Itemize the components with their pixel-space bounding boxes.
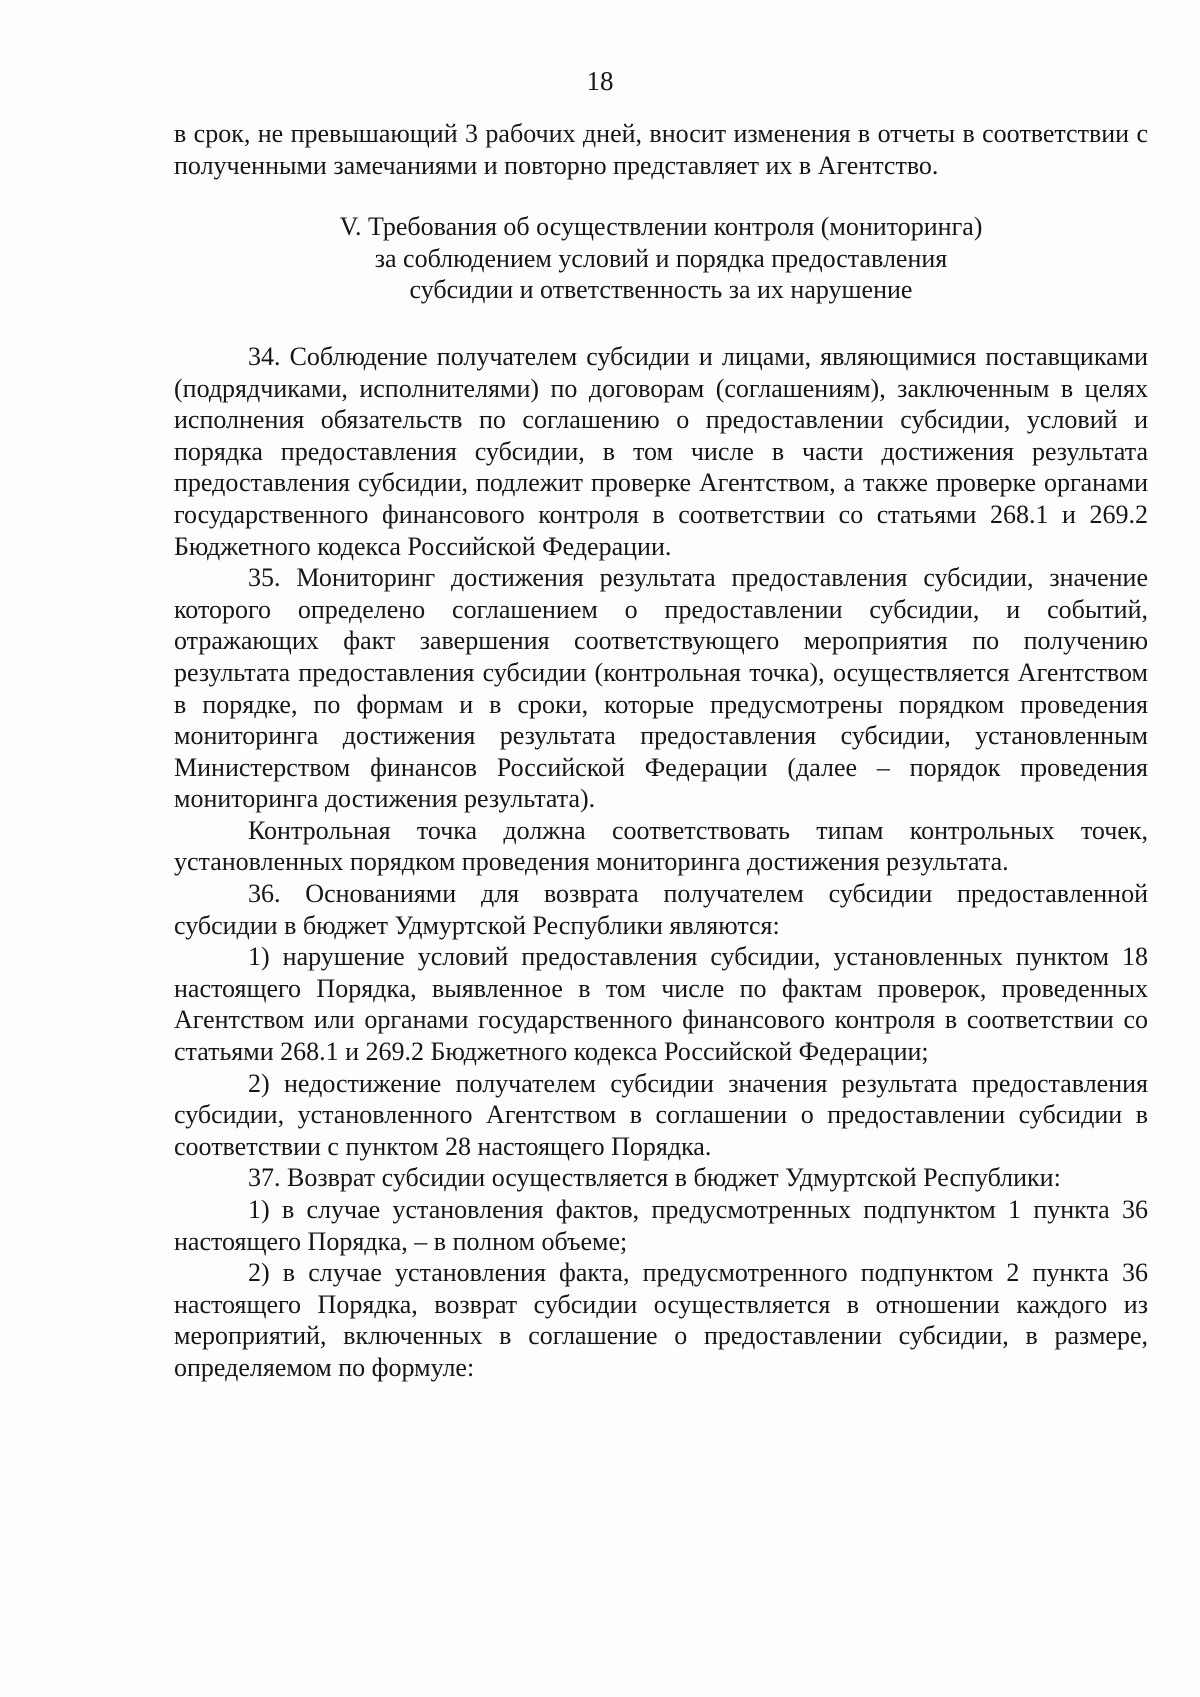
paragraph-36-item-1: 1) нарушение условий предоставления субсидии, установленных пунктом 18 настоящего Порядка, выявленное в том числе по фактам проверок, проведенных Агентством или органами государственного финансового контроля в соответствии со статьями 268.1 и 269.2 Бюджетного кодекса Российской Федерации;	[174, 942, 1148, 1067]
section-heading-line: субсидии и ответственность за их нарушение	[409, 275, 913, 305]
page-number: 18	[586, 66, 614, 96]
paragraph-36: 36. Основаниями для возврата получателем субсидии предоставленной субсидии в бюджет Удмуртской Республики являются:	[174, 879, 1148, 940]
section-heading-line: V. Требования об осуществлении контроля (мониторинга)	[339, 212, 983, 242]
paragraph-37: 37. Возврат субсидии осуществляется в бюджет Удмуртской Республики:	[248, 1163, 1061, 1193]
paragraph-36-item-2: 2) недостижение получателем субсидии значения результата предоставления субсидии, установленного Агентством в соглашении о предоставлении субсидии в соответствии с пунктом 28 настоящего Порядка.	[174, 1068, 1148, 1161]
document-body	[174, 118, 1148, 1384]
paragraph-continuation: в срок, не превышающий 3 рабочих дней, вносит изменения в отчеты в соответствии с полученными замечаниями и повторно представляет их в Агентство.	[174, 119, 1148, 180]
paragraph-34: 34. Соблюдение получателем субсидии и лицами, являющимися поставщиками (подрядчиками, исполнителями) по договорам (соглашениям), заключенным в целях исполнения обязательств по соглашению о предоставлении субсидии, условий и порядка предоставления субсидии, в том числе в части достижения результата предоставления субсидии, подлежит проверке Агентством, а также проверке органами государственного финансового контроля в соответствии со статьями 268.1 и 269.2 Бюджетного кодекса Российской Федерации.	[174, 341, 1148, 561]
paragraph-35-control-point: Контрольная точка должна соответствовать типам контрольных точек, установленных порядком проведения мониторинга достижения результата.	[174, 815, 1148, 877]
section-heading-line: за соблюдением условий и порядка предоставления	[374, 243, 948, 273]
paragraph-37-item-2: 2) в случае установления факта, предусмотренного подпунктом 2 пункта 36 настоящего Порядка, возврат субсидии осуществляется в отношении каждого из мероприятий, включенных в соглашение о предоставлении субсидии, в размере, определяемом по формуле:	[174, 1258, 1148, 1382]
paragraph-37-item-1: 1) в случае установления фактов, предусмотренных подпунктом 1 пункта 36 настоящего Порядка, – в полном объеме;	[174, 1195, 1148, 1256]
paragraph-35: 35. Мониторинг достижения результата предоставления субсидии, значение которого определено соглашением о предоставлении субсидии, и событий, отражающих факт завершения соответствующего мероприятия по получению результата предоставления субсидии (контрольная точка), осуществляется Агентством в порядке, по формам и в сроки, которые предусмотрены порядком проведения мониторинга достижения результата предоставления субсидии, установленным Министерством финансов Российской Федерации (далее – порядок проведения мониторинга достижения результата).	[174, 563, 1148, 814]
section-heading	[174, 211, 1148, 306]
